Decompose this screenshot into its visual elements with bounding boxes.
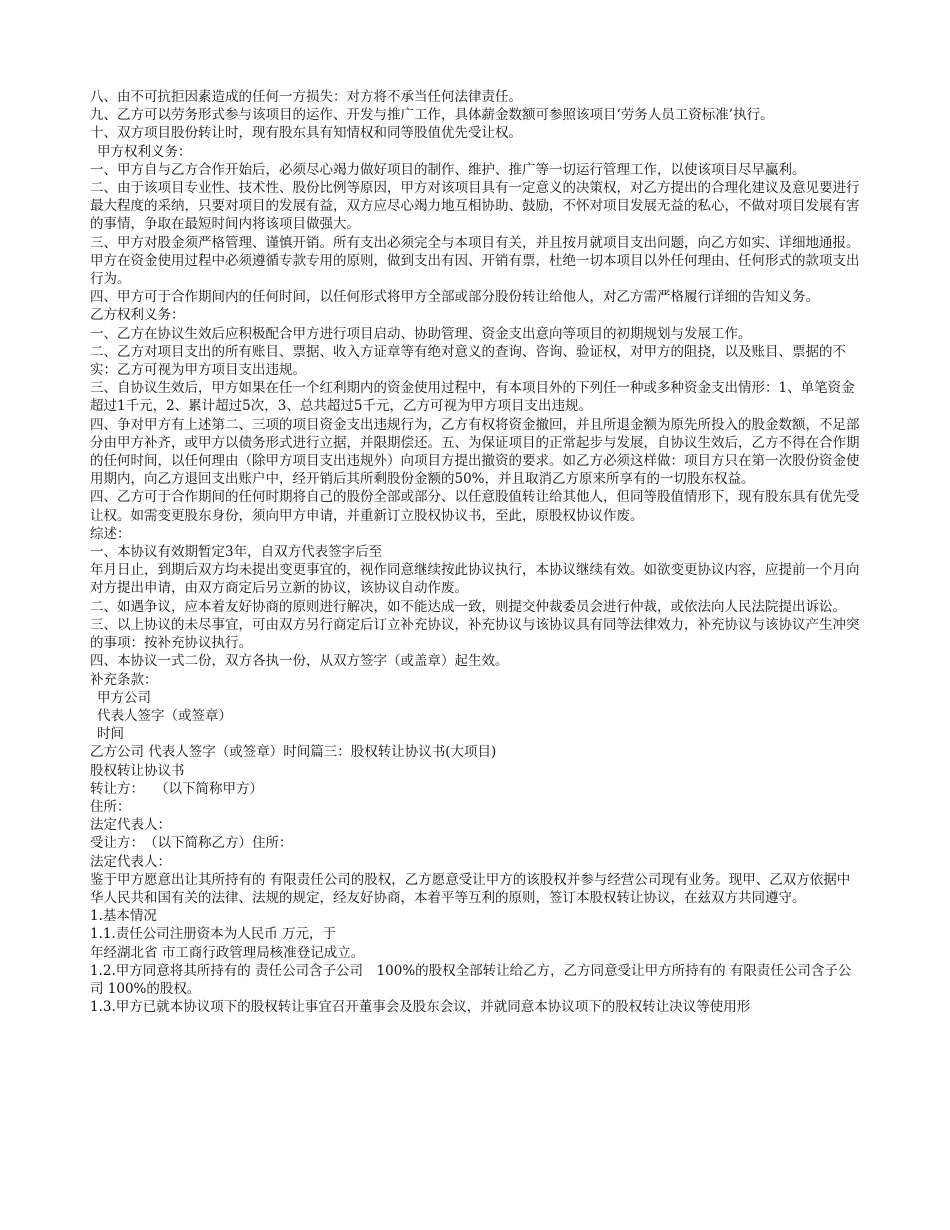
party-b-clause-3: 三、自协议生效后，甲方如果在任一个红利期内的资金使用过程中，有本项目外的下列任一种或多种资金支出情形：1、单笔资金超过1千元，2、累计超过5次，3、总共超过5千元，乙方可视为甲方项目支出违规。: [90, 380, 855, 415]
section-1-3: 1.3.甲方已就本协议项下的股权转让事宜召开董事会及股东会议，并就同意本协议项下的股权转让决议等使用形: [90, 999, 751, 1016]
party-b-heading: 乙方权利义务：: [90, 307, 185, 324]
clause-8: 八、由不可抗拒因素造成的任何一方损失：对方将不承当任何法律责任。: [90, 89, 522, 105]
party-a-clause-4: 四、甲方可于合作期间内的任何时间，以任何形式将甲方全部或部分股份转让给他人，对乙方需严格履行详细的告知义务。: [90, 289, 819, 306]
section-1-1-cont: 年经湖北省 市工商行政管理局核准登记成立。: [90, 944, 365, 961]
party-a-company: 甲方公司: [97, 689, 151, 706]
transferee-representative: 法定代表人：: [90, 853, 171, 870]
party-b-clause-4: 四、争对甲方有上述第二、三项的项目资金支出违规行为，乙方有权将资金撤回，并且所退金额为原先所投入的股金数额，不足部分由甲方补齐，或甲方以债务形式进行立据，并限期偿还。五、为保证项目的正常起步与发展，自协议生效后，乙方不得在合作期的任何时间，以任何理由（除甲方项目支出违规外）向项目方提出撤资的要求。如乙方必须这样做：项目方只在第一次股份资金使用期内，向乙方退回支出账户中，经开销后其所剩股份金额的50%，并且取消乙方原来所享有的一切股东权益。: [90, 416, 860, 488]
summary-clause-2: 二、如遇争议，应本着友好协商的原则进行解决，如不能达成一致，则提交仲裁委员会进行仲裁，或依法向人民法院提出诉讼。: [90, 598, 846, 615]
preamble: 鉴于甲方愿意出让其所持有的 有限责任公司的股权，乙方愿意受让甲方的该股权并参与经营公司现有业务。现甲、乙双方依据中华人民共和国有关的法律、法规的规定，经友好协商，本着平等互利的原则，签订本股权转让协议，在兹双方共同遵守。: [90, 871, 851, 906]
summary-clause-3: 三、以上协议的未尽事宜，可由双方另行商定后订立补充协议，补充协议与该协议具有同等法律效力，补充协议与该协议产生冲突的事项：按补充协议执行。: [90, 616, 860, 652]
party-b-clause-4b: 四、乙方可于合作期间的任何时期将自己的股份全部或部分、以任意股值转让给其他人，但同等股值情形下，现有股东具有优先受让权。如需变更股东身份，须向甲方申请，并重新订立股权协议书，至此，原股权协议作废。: [90, 489, 860, 524]
section-1-heading: 1.基本情况: [90, 908, 157, 925]
summary-clause-1: 一、本协议有效期暂定3年，自双方代表签字后至: [90, 544, 383, 561]
clause-10: 十、双方项目股份转让时，现有股东具有知情权和同等股值优先受让权。: [90, 125, 522, 142]
summary-clause-4: 四、本协议一式二份，双方各执一份，从双方签字（或盖章）起生效。: [90, 653, 509, 670]
party-b-signature-line: 乙方公司 代表人签字（或签章）时间篇三：股权转让协议书(大项目): [90, 744, 497, 761]
transferor-representative: 法定代表人：: [90, 817, 171, 834]
summary-clause-1-cont: 年月日止，到期后双方均未提出变更事宜的，视作同意继续按此协议执行，本协议继续有效。如欲变更协议内容，应提前一个月向对方提出申请，由双方商定后另立新的协议，该协议自动作废。: [90, 562, 860, 597]
transferor: 转让方： （以下简称甲方）: [90, 780, 264, 797]
transferee: 受让方： （以下简称乙方）住所：: [90, 835, 293, 852]
party-a-signature: 代表人签字（或签章）: [97, 707, 232, 724]
transferor-address: 住所：: [90, 798, 131, 815]
party-a-date: 时间: [97, 726, 124, 743]
clause-9: 九、乙方可以劳务形式参与该项目的运作、开发与推广工作，具体薪金数额可参照该项目‘劳务人员工资标准’执行。: [90, 107, 774, 124]
document-body: [90, 88, 862, 1016]
party-b-clause-2: 二、乙方对项目支出的所有账目、票据、收入方证章等有绝对意义的查询、咨询、验证权，对甲方的阻挠，以及账目、票据的不实：乙方可视为甲方项目支出违规。: [90, 343, 846, 379]
party-a-clause-2: 二、由于该项目专业性、技术性、股份比例等原因，甲方对该项目具有一定意义的决策权，对乙方提出的合理化建议及意见要进行最大程度的采纳，只要对项目的发展有益，双方应尽心竭力地互相协助、鼓励，不怀对项目发展无益的私心，不做对项目发展有害的事情，争取在最短时间内将该项目做强大。: [90, 180, 860, 233]
supplement-heading: 补充条款：: [90, 671, 158, 688]
party-a-heading: 甲方权利义务：: [97, 143, 192, 160]
party-b-clause-1: 一、乙方在协议生效后应积极配合甲方进行项目启动、协助管理、资金支出意向等项目的初期规划与发展工作。: [90, 325, 752, 342]
section-1-2: 1.2.甲方同意将其所持有的 责任公司含子公司 100%的股权全部转让给乙方，乙方同意受让甲方所持有的 有限责任公司含子公司 100%的股权。: [90, 962, 852, 997]
section-1-1: 1.1.责任公司注册资本为人民币 万元，于: [90, 926, 337, 943]
agreement-title: 股权转让协议书: [90, 762, 185, 779]
party-a-clause-1: 一、甲方自与乙方合作开始后，必须尽心竭力做好项目的制作、维护、推广等一切运行管理工作，以使该项目尽早赢利。: [90, 161, 806, 178]
summary-heading: 综述：: [90, 525, 131, 542]
party-a-clause-3: 三、甲方对股金须严格管理、谨慎开销。所有支出必须完全与本项目有关，并且按月就项目支出问题，向乙方如实、详细地通报。甲方在资金使用过程中必须遵循专款专用的原则，做到支出有因、开销有票，杜绝一切本项目以外任何理由、任何形式的款项支出行为。: [90, 234, 860, 288]
